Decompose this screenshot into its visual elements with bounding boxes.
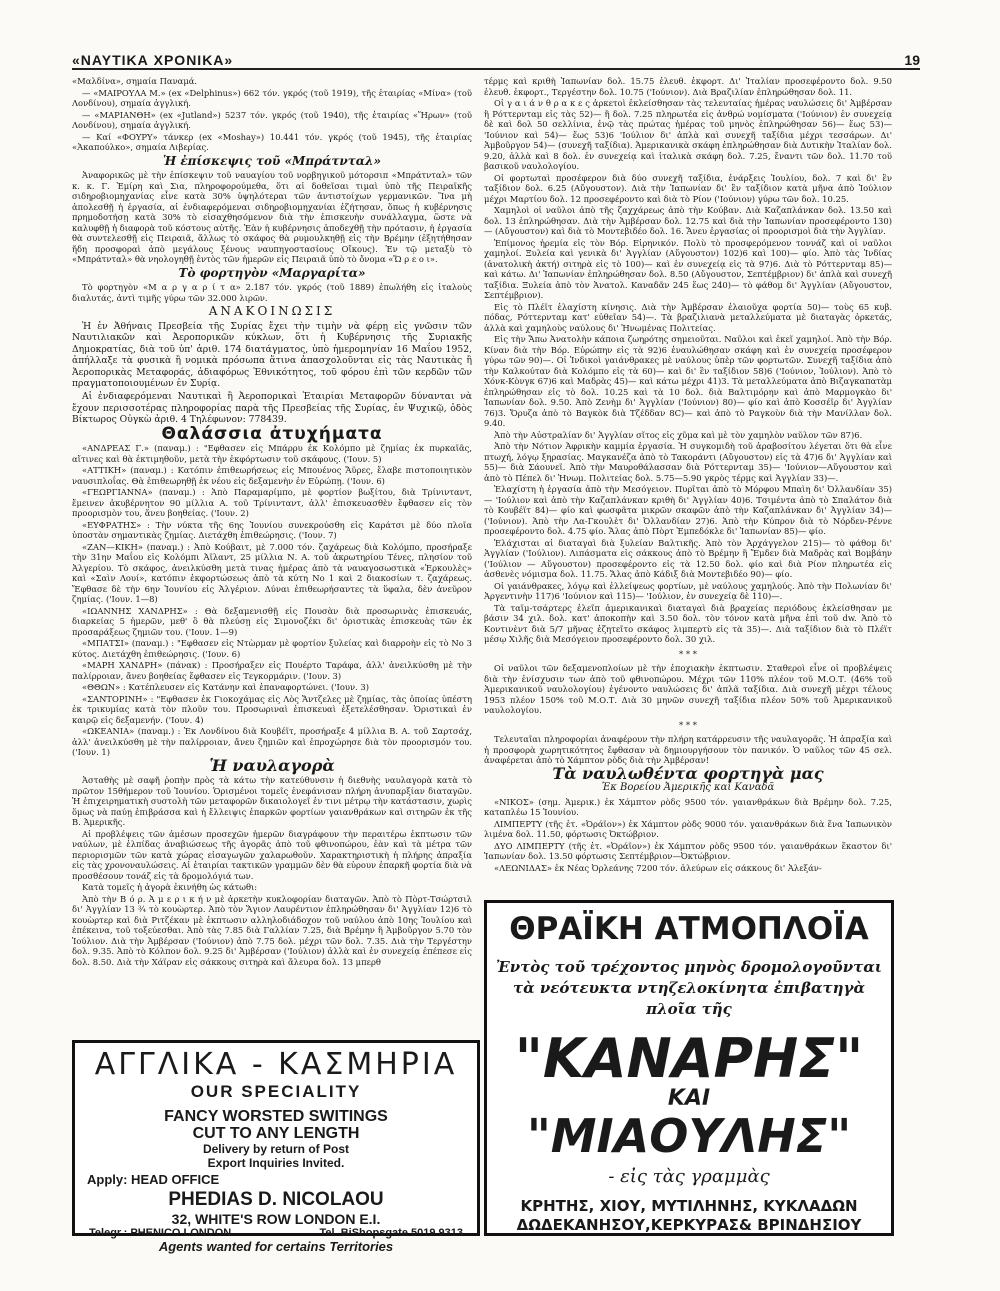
market-paragraph: τέρμς καὶ κριθὴ Ἰαπωνίαν δολ. 15.75 ἐλευθ. ἐκφορτ. Δι' Ἰταλίαν προσεφέροντο δολ. 9.50 ἐλευθ. ἐκφορτ., Τεργέστην δολ. 10.75 ('Ιούνιον). Διὰ Βραζιλίαν ἐπληρώθησαν δολ. 11. [484,76,892,97]
market-paragraph: Οἱ γ α ι ά ν θ ρ α κ ε ς ἀρκετοὶ ἐκλείσθησαν τὰς τελευταίας ἡμέρας ναυλώσεις δι' Ἀμβέρσαν ἢ Ρόττερνταμ εἰς τὰς 52)— ἢ δολ. 7.25 πληρωτέα εἰς ἀνθρώ νομίσματα ('Ιούνιον) ἐν συνεχείᾳ δὲ καὶ δολ 50 σελλίνια, ἐνῷ τὰς πρώτας ἡμέρας τοῦ μηνὸς ἐπληρώθησαν 56)— ἕως 53)— 'Ιούνιον καὶ 54)— ἕως 53)6 'Ιούλιον δι' ἁπλὰ καὶ συνεχῆ ταξίδια μέχρι τεσσάρων. Δι' Ἀμβοῦργον 54)— (συνεχῆ ταξίδια). Ἀμερικανικὰ σκάφη ἐπληρώθησαν διὰ Δυτικὴν Ἰταλίαν δολ. 9.20, ἀλλὰ καὶ 8 δολ. ἐν συνεχείᾳ καὶ ἰταλικὰ σκάφη δολ. 7.25, ἔναντι τῶν δολ. 11.70 τοῦ βασικοῦ ναυλολογίου. [484,98,892,171]
ad-announcement: Ἐντὸς τοῦ τρέχοντος μηνὸς δρομολογοῦνται τὰ νεότευκτα ντηζελοκίνητα ἐπιβατηγὰ πλοῖα τῆς [495,958,883,1018]
accident-item: «ΜΑΡΗ ΧΑΝΔΡΗ» (πάνακ) : Προσήραξεν εἰς Πουέρτο Ταράφα, ἀλλ' ἀνειλκύσθη μὲ τὴν παλίρροιαν, ἄνευ βοηθείας ἔφθασεν εἰς Τεγκορμάριν. ('Ιουν. 3) [72,660,472,681]
ad-headline: ΑΓΓΛΙΚΑ - ΚΑΣΜΗΡΙΑ [94,1047,458,1082]
ad-agents: Agents wanted for certains Territories [158,1239,394,1254]
market-paragraph: Εἰς τὴν Ἄπω Ἀνατολὴν κάποια ζωηρότης σημειοῦται. Ναῦλοι καὶ ἐκεῖ χαμηλοί. Ἀπὸ τὴν Βόρ. Κίναν διὰ τὴν Βόρ. Εὐρώπην εἰς τὰ 92)6 ἐναυλώθησαν σκάφη καὶ ἐν συνεχείᾳ προσέφερον γύρω τῶν 90)—. Οἱ Ἰνδικοὶ γαιάνθρακες μὲ ναύλους ὑπὲρ τῶν φορτωτῶν. Συνεχῆ ταξίδια ἀπὸ τὴν Καλκούταν διὰ Κολόμπο εἰς τὰ 60)— καὶ δι' ἓν ταξίδιον 58)6 ('Ιούνιον, Ἰούλιον). Ἀπὸ τὸ Χόνκ-Κὸνγκ 67)6 καὶ Μαδρὰς 45)— καὶ κάτω μέχρι 41)3. Τὰ μεταλλεύματα ἀπὸ Βιζαγκαπατὰμ ἐπληρώθησαν εἰς τὸ δολ. 10.25 καὶ τὰ 10 δολ. διὰ Βαλτιμόρην καὶ ἀπὸ Μαρμογκὰο δι' Ἰαπωνίαν δολ. 9.50. Ἀπὸ Ζενὴμ δι' Ἀγγλίαν ('Ιούνιον) 80)— φίο καὶ ἀπὸ Κοσσέϊρ δι' Ἀγγλίαν 76)3. Ὄρυζα ἀπὸ τὸ Βαγκὸκ διὰ Τζέδδαν 8C)— καὶ ἀπὸ τὸ Ραγκοὺν διὰ τὴν Μανίλλαν δολ. 9.40. [484,334,892,428]
market-paragraph: Τὰ ταϊμ-τσάρτερς ἐλεῖπ ἀμερικανικαὶ διαταγαὶ διὰ βραχείας περιόδους ἐκλείσθησαν με βάσιν 34 χιλ. δολ. κατ' ἀποκοπὴν καὶ 3.50 δολ. τὸν τόνον κατὰ μῆνα ἐπὶ τοῦ dw. Ἀπὸ τὸ Κοντινὲντ διὰ 5/7 μῆνας ἐζητεῖτο σκάφος λιμπερτὺ εἰς τὰ 35)—. Διὰ ταξίδιον διὰ τὸ Πλέϊτ μέσῳ Χιλῆς διὰ Μεσόγειον προσεφέροντο δολ. 30 χιλ. [484,602,892,644]
ad-telephone: Tel. BiShopsgate 5019 9313 [319,1227,463,1239]
market-paragraph: Ἐλαχίστη ἡ ἐργασία ἀπὸ τὴν Μεσόγειον. Πυρῖται ἀπὸ τὸ Μόρφου Μπαὶη δι' Ὀλλανδίαν 35)— 'Ιούλιον καὶ ἀπὸ τὴν Καζαπλάνκαν κριθὴ δι' Ἀγγλίαν 40)6. Τσιμέντα ἀπὸ τὸ Σπαλάτον διὰ τὸ Κουβέϊτ 84)— φίο καὶ φωσφᾶτα μικρῶν σκαφῶν ἀπὸ τὴν Καζαπλάνκαν δι' Ἀγγλίαν 34)— ('Ιούνιον). Ἀπὸ τὴν Λα-Γκουλὲτ δι' Ὀλλανδίαν 27)6. Ἀπὸ τὴν Κύπρον διὰ τὸ Νόρδεν-Ρέννε προσεφέροντο δολ. 4.75 φίο. Ἄλας ἀπὸ Πὸρτ Ἐμπεδόκλε δι' Ἰαπωνίαν 85)— φίο. [484,484,892,536]
freight-paragraph: Κατὰ τομεῖς ἡ ἀγορὰ ἐκινήθη ὡς κάτωθι: [82,882,258,893]
intro-line: — Καί «ΦΟΥΡΥ» τάνκερ (ex «Moshay») 10.441 τόν. γκρός (τοῦ 1945), τῆς ἑταιρίας «Ἀκαπούλκο», σημαία Λιβερίας. [72,131,472,152]
page-header [72,42,920,70]
intro-line: — «ΜΑΙΡΟΥΛΑ Μ.» (ex «Delphinus») 662 τόν. γκρός (τοῦ 1919), τῆς ἑταιρίας «Μίνα» (τοῦ Λονδίνου), σημαία ἀγγλική. [72,87,472,108]
latest-paragraph: Τελευταῖαι πληροφορίαι ἀναφέρουν τὴν πλήρη κατάρρευσιν τῆς ναυλαγορᾶς. Ἡ ἀπραξία καὶ ἡ προσφορὰ χωρητικότητος ἔφθασαν νὰ δημιουργήσουν τὸν πανικόν. Ὁ ναῦλος τῶν 45 σελ. ἀναφέρεται ἀπὸ τὸ Χάμπτον ρὸδς διὰ τὴν Ἀμβέρσαν! [484,734,892,765]
freight-paragraph: Αἱ προβλέψεις τῶν ἀμέσων προσεχῶν ἡμερῶν διαγράφουν τὴν περαιτέρω ἐκπτωσιν τῶν ναύλων, μὲ ἐλπίδας ἀναβιώσεως τῆς ἀγορᾶς ἀπὸ τοῦ φθινοπώρου, ἐὰν καὶ τὰ μέτρα τῶν περιορισμῶν τῶν κατὰ χώρας εἰσαγωγῶν χαλαρωθοῦν. Χαρακτηριστικὴ ἡ πλήρης ἀπραξία εἰς τὰς χρονοναυλώσεις. Αἱ ἑταιρίαι τακτικῶν γραμμῶν δὲν θὰ εὑρουν ἐπαρκῆ φορτία διὰ νὰ προσθέσουν τονάζ εἰς τὰ δρομολόγιά των. [72,828,472,881]
accident-item: «ΑΤΤΙΚΗ» (παναμ.) : Κατόπιν ἐπιθεωρήσεως εἰς Μπουένος Ἄϋρες, ἔλαβε πιστοποιητικὸν ναυσιπλοΐας. Θὰ ἐπιθεωρηθῇ ἐκ νέου εἰς δεξαμενὴν ἐν Εὐρώπῃ. ('Ιουν. 6) [72,465,472,486]
accident-item: «ΓΕΩΡΓΙΑΝΝΑ» (παναμ.) : Ἀπὸ Παραμαρίμπο, μὲ φορτίον βωξίτου, διὰ Τρίνινταντ, ἔμεινεν ἀκυβέρνητον 90 μίλλια Α. τοῦ Τρίνινταντ, ἀλλ' ἐπισκευασθὲν ἔφθασεν εἰς τὸν προορισμὸν του, ἄνευ βοηθείας. ('Ιουν. 2) [72,487,472,519]
publication-title: «ΝΑΥΤΙΚΑ ΧΡΟΝΙΚΑ» [72,52,234,68]
ship-entry: «ΛΕΩΝΙΔΑΣ» ἐκ Νέας Ὀρλεάνης 7200 τόν. ἀλεύρων εἰς σάκκους δι' Ἀλεξάν- [494,862,822,873]
section-subtitle: Ἐκ Βορείου Ἀμερικῆς καὶ Καναδᾶ [601,782,775,793]
ad-export: Export Inquiries Invited. [207,1156,345,1170]
freight-paragraph: Ἀσταθὴς μὲ σαφῆ ῥοπὴν πρὸς τὰ κάτω τὴν κατεύθυνσιν ἡ διεθνὴς ναυλαγορὰ κατὰ τὸ πρῶτον 15θήμερον τοῦ Ἰουνίου. Ὁρισμένοι τομεῖς ἐνεφάνισαν πλήρη ἀνυπαρξίαν διαταγῶν. Ἡ ἐπιχειρηματικὴ συστολὴ τῶν μεταφορῶν δικαιολογεῖ ἐν τινι μέτρῳ τὴν κατάστασιν, χωρὶς ὅμως νὰ παύῃ ἐπιβράσσα καὶ ἡ ἔλλειψις ἐπαρκῶν φορτίων γαιανθράκων καὶ σιτηρῶν ἐκ τῆς Β. Ἀμερικῆς. [72,775,472,828]
intro-line: — «ΜΑΡΙΑΝΘΗ» (ex «Jutland») 5237 τόν. γκρός (τοῦ 1940), τῆς ἑταιρίας «Ἥρων» (τοῦ Λονδίνου), σημαία ἀγγλική. [72,109,472,130]
ad-routes: ΚΡΗΤΗΣ, ΧΙΟΥ, ΜΥΤΙΛΗΝΗΣ, ΚΥΚΛΑΔΩΝ [520,1197,858,1215]
ship-entry: «ΝΙΚΟΣ» (σημ. Ἀμερικ.) ἐκ Χάμπτον ρὸδς 9500 τόν. γαιανθράκων διὰ Βρέμην δολ. 7.25, καταπλέω 15 Ἰουνίου. [484,796,892,817]
tanker-paragraph: Οἱ ναῦλοι τῶν δεξαμενοπλοίων μὲ τὴν ἐποχιακὴν ἐκπτωσιν. Σταθεροὶ εἶνε οἱ προβλέψεις διὰ τὴν ἐνίσχυσιν των ἀπὸ τοῦ φθινοπώρου. Μέχρι τῶν 110% πλέον τοῦ Μ.Ο.Τ. (46% τοῦ Ἀμερικανικοῦ ναυλολογίου) ἐγένοντο ναυλώσεις δι' ἁπλᾶ ταξίδια. Διὰ συνεχῆ μέχρι τέλους 1953 πλέον 150% τοῦ Μ.Ο.Τ. Διὰ 30 μηνῶν συνεχῆ ταξίδια πλέον 50% τοῦ Ἀμερικανικοῦ ναυλολογίου. [484,663,892,715]
ad-ship-kanaris: "ΚΑΝΑΡΗΣ" [514,1027,864,1090]
ad-telegram: Telegr.: PHENICO LONDON [89,1227,232,1239]
accident-item: «ΕΥΦΡΑΤΗΣ» : Τὴν νύκτα τῆς 6ης Ἰουνίου συνεκρούσθη εἰς Καράτσι μὲ δύο πλοῖα ὑποστὰν σημαντικὰς ζημίας. Διετάχθη ἐπιθεώρησις. ('Ιουν. 7) [72,519,472,541]
accident-item: «ΙΩΑΝΝΗΣ ΧΑΝΔΡΗΣ» : Θὰ δεξαμενισθῇ εἰς Πουσὰν διὰ προσωρινὰς ἐπισκευάς, διαρκείας 5 ἡμερῶν, μεθ' ὃ θὰ πλεύσῃ εἰς Σιμονοζέκι δι' ὁριστικὰς ἐπισκευὰς τῶν ἐκ προσαράξεως ζημιῶν του. ('Ιουν. 1—9) [72,605,472,637]
accident-item: «ΑΝΔΡΕΑΣ Γ.» (παναμ.) : "Εφθασεν εἰς Μπάρρυ ἐκ Κολόμπο μὲ ζημίας ἐκ πυρκαϊᾶς, αἴτινες καὶ θὰ ἐκτιμηθοῦν, μετὰ τὴν ἐκφόρτωσιν τοῦ σκάφους. ('Ιουν. 5) [72,443,472,464]
ad-product: FANCY WORSTED SWITINGS [164,1108,388,1125]
right-column [484,76,892,874]
ad-routes-2: ΔΩΔΕΚΑΝΗΣΟΥ,ΚΕΡΚΥΡΑΣ& ΒΡΙΝΔΗΣΙΟΥ [516,1216,862,1234]
separator-stars: * * * [679,648,697,659]
accident-item: «ΖΑΝ—ΚΙΚΗ» (παναμ.) : Ἀπὸ Κούβαιτ, μὲ 7.000 τόν. ζαχάρεως διὰ Κολόμπο, προσήραξε τὴν 31ην Μαΐου εἰς Κολόμπι Ἀϊλαντ, 25 μίλλια Ν. Α. τοῦ ἀκρωτηρίου Τένες, πλησίον τοῦ Ἀλγερίου. Τὸ σκάφος, ἀνειλκύσθη μετὰ τινας ἡμέρας ἀπὸ τὰ ναυαγοσωστικὰ «Ἑρκουλὲς» καὶ «Σαὶν Λουί», κατόπιν ἐκφορτώσεως ἀπὸ τὰ κύτη No 1 καὶ 2 διακοσίων τ. ζαχάρεως. Ἔφθασε δὲ τὴν 6ην Ἰουνίου εἰς Ἀλγέριον. Δύναι ἐπιθεωρήσαντες τὰ ὕφαλα, δὲν ἀνεῦρον ζημίας. ('Ιουν. 1—8) [72,541,472,605]
ship-entry: ΔΥΟ ΛΙΜΠΕΡΤΥ (τῆς ἑτ. «Ὀράϊον») ἐκ Χάμπτον ρὸδς 9500 τόν. γαιανθράκων ἕκαστον δι' Ἰαπωνίαν δολ. 13.50 φόρτωσις Σεπτέμβριον—Ὀκτώβριον. [484,840,892,861]
section-title-margarita: Τὸ φορτηγὸν «Μαργαρίτα» [178,265,366,280]
separator-stars: * * * [679,719,697,730]
accident-item: «ΘΘΩΝ» : Κατέπλευσεν εἰς Κατάνην καὶ ἐπαναφορτώνει. ('Ιουν. 3) [82,682,369,693]
market-paragraph: Εἰς τὸ Πλέϊτ ἐλαχίστη κίνησις. Διὰ τὴν Ἀμβέρσαν ἐλαιοῦχα φορτία 50)— τοὺς 65 κυβ. πόδας, Ρόττερνταμ κατ' εὐθεῖαν 54)—. Τὰ βραζιλιανὰ μεταλλεύματα μὲ διαταγὰς ὀρκετάς, ἀλλὰ καὶ χαμηλοὺς ναύλους δι' Ἡνωμένας Πολιτείας. [484,301,892,333]
ad-and: ΚΑΙ [667,1086,711,1111]
ad-apply: Apply: HEAD OFFICE [87,1172,220,1187]
section-title-bratntal: Ἡ ἐπίσκεψις τοῦ «Μπράτνταλ» [163,153,381,168]
market-paragraph: Ἐπίμονος ἠρεμία εἰς τὸν Βόρ. Εἰρηνικόν. Πολὺ τὸ προσφερόμενον τοννάζ καὶ οἱ ναῦλοι χαμηλοί. Ξυλεία καὶ γενικὰ δι' Ἀγγλίαν (Αὔγουστον) 102)6 καὶ 100)— φίο. Ἀπὸ τὰς Ἰνδίας (ἀνατολικὴ ἀκτή) σιτηρὰ εἰς τὸ 100)— καὶ ἐν συνεχείᾳ εἰς τὰ 97)6. Διὰ τὸ Ρόττερνταμ 85)— καὶ κάτω. Δι' Ἰαπωνίαν ἐπληρώθησαν δολ. 8.50 (Αὔγουστον, Σεπτέμβριον) δι' ἁπλὰ καὶ συνεχῆ ταξίδια. Ξυλεία ἀπὸ τὸν Ἀνατολ. Καναδᾶν 245 ἕως 240)— τὸ φάθομ δι' Ἀγγλίαν (Αὔγουστον, Σεπτέμβριον). [484,237,892,300]
page-number: 19 [904,52,920,68]
ad-lines-label: - εἰς τὰς γραμμὰς [608,1166,770,1187]
market-paragraph: Χαμηλοὶ οἱ ναῦλοι ἀπὸ τῆς ζαχχάρεως ἀπὸ τὴν Κούβαν. Διὰ Καζαπλάνκαν δολ. 13.50 καὶ δολ. 13 ἐπληρώθησαν. Διὰ τὴν Ἀμβέρσαν δολ. 12.75 καὶ διὰ τὴν Ἰαπωνίαν προσεφέροντο 130)— (Αὔγουστον) καὶ διὰ τὸ Μοντεβιδέο δολ. 16. Ἄνευ ἐργασίας οἱ προορισμοὶ διὰ τὴν Ἀγγλίαν. [484,205,892,236]
section-title-accidents: Θαλάσσια ἀτυχήματα [161,423,383,444]
ad-company: PHEDIAS D. NICOLAOU [168,1189,384,1210]
accident-item: «ΣΑΝΤΟΡΙΝΗ» : "Εφθασεν ἐκ Γιοκοχάμας εἰς Λὸς Ἄντζελες μὲ ζημίας, τὰς ὁποίας ὑπέστη ἐκ τρικυμίας κατὰ τὸν πλοῦν του. Προσωριναὶ ἐπισκευαὶ ἐξετελέσθησαν. Ὁριστικαὶ ἐν καιρῷ εἰς δεξαμενήν. ('Ιουν. 4) [72,693,472,725]
advertisement-thraki [484,900,894,1236]
freight-paragraph: Ἀπὸ τὴν Β ό ρ. Ἀ μ ε ρ ι κ ή ν μὲ ἀρκετὴν κυκλοφορίαν διαταγῶν. Ἀπὸ τὸ Πὸρτ-Τσώρτσιλ δι' Ἀγγλίαν 13 ¾ τὸ κουὼρτερ. Ἀπὸ τὸν Ἅγιον Λαυρέντιον ἐπληρώθησαν δι' Ἀγγλίαν 12)6 τὸ κουὼρτερ καὶ διὰ Ριτζέκαν μὲ ἐκπτωσιν αλληλοδιάδοχον τοῦ ναύλου ἀπὸ 10ης Ἰουλίου καὶ ἐπέκεινα, τοῦ τοξεύεσθαι. Ἀπὸ τὰς 7.85 διὰ Γαλλίαν 7.25, διὰ Βρέμην ἢ Ἀμβοῦργον 5.70 τὸν Ἰούλιον. Διὰ τὴν Ἀμβέρσαν ('Ιούνιον) ἀπὸ 7.75 δολ. μέχρι τῶν δολ. 7.35. Διὰ τὴν Τεργέστην δολ. 9.35. Ἀπὸ τὸ Κόλπον δολ. 9.25 δι' Ἀμβέρσαν ('Ιούλιον) ἀλλὰ καὶ ἐν συνεχείᾳ ἐπέπεσε εἰς δολ. 8.50. Διὰ τὴν Χάϊραν εἰς σάκκους σιτηρὰ καὶ ἄλευρα δολ. 13 μπερθ [72,893,472,967]
announcement-text-2: Αἱ ἐνδιαφερόμεναι Ναυτικαὶ ἢ Ἀεροπορικαὶ Ἑταιρίαι Μεταφορῶν δύνανται νὰ ἔχουν περισσοτέρας πληροφορίας παρὰ τῆς Πρεσβείας τῆς Συρίας, ἐν Ψυχικῷ, ὁδὸς Βίκτωρος Οὐγκὼ ἀριθ. 4 Τηλέφωνον: 778439. [72,391,472,426]
ad-speciality: OUR SPECIALITY [190,1082,362,1101]
market-paragraph: Ἐλάχισται αἱ διαταγαὶ διὰ ξυλείαν Βαλτικῆς. Ἀπὸ τὸν Ἀρχάγγελον 215)— τὸ φάθομ δι' Ἀγγλίαν ('Ιούλιον). Λιπάσματα εἰς σάκκους ἀπὸ τὸ Βρέμην ἢ Ἔμδεν διὰ Μαδρὰς καὶ Βομβάην ('Ιούλιον — Αὔγουστον) προσεφέροντο εἰς τὰ 12.50 δολ. φίο καὶ διὰ Ρίον πληρωτέα εἰς ἀσθενὲς νόμισμα δολ. 11.75. Ἄλας ἀπὸ Κάδιξ διὰ Μοντεβιδέο 90)— φίο. [484,537,892,579]
intro-line: «Μαλδίνα», σημαία Παναμά. [72,76,198,86]
accident-item: «ΜΠΑΤΣΙ» (παναμ.) : "Εφθασεν εἰς Ντὼρμαν μὲ φορτίον ξυλείας καὶ διαρροὴν εἰς τὸ Νο 3 κύτος. Διετάχθη ἐπιθεώρησις. ('Ιουν. 6) [72,638,472,659]
market-paragraph: Ἀπὸ τὴν Νότιον Ἀφρικὴν καμμία ἐργασία. Ἡ συγκομιδὴ τοῦ ἀραβοσίτου λέγεται ὅτι θὰ εἶνε πτωχή, λόγῳ ξηρασίας. Μαγκανέζα ἀπὸ τὸ Τακοράντι (Αὔγουστον) εἰς τὰ 47)6 δι' Ἀγγλίαν καὶ 55)— διὰ Σάουνεϊ. Ἀπὸ τὴν Μαυροθάλασσαν διὰ Ρόττερνταμ 35)— 'Ιούνιον—Αὔγουστον καὶ ἀπὸ τὸ Πέπελ δι' Ἡνωμ. Πολιτείας δολ. 5.75—5.90 γκρὸς τέρμς καὶ Ἀγγλίαν 33)—. [484,441,892,483]
section-title-freight-market: Ἡ ναυλαγορὰ [209,755,335,775]
section-title-chartered-ships: Τὰ ναυλωθέντα φορτηγὰ μας [552,763,824,783]
section-title-announcement: ΑΝΑΚΟΙΝΩΣΙΣ [208,304,336,318]
market-paragraph: Οἱ γαιάνθρακες, λόγῳ καὶ ἐλλείψεως φορτίων, μὲ ναύλους χαμηλούς. Ἀπὸ τὴν Πολωνίαν δι' Ἀργεντινὴν 117)6 'Ιούνιον καὶ 115)— 'Ιούλιον, ἐν συνεχείᾳ δὲ 110)—. [484,580,892,601]
left-column [72,76,472,968]
ad-company-name: ΘΡΑΪΚΗ ΑΤΜΟΠΛΟΪΑ [509,911,869,947]
accident-item: «ΩΚΕΑΝΙΑ» (παναμ.) : Ἐκ Λονδίνου διὰ Κουβέϊτ, προσήραξε 4 μίλλια Β. Α. τοῦ Σαρτσάχ, ἀλλ' ἀνειλκύσθη μὲ τὴν παλίρροιαν, ἄνευ ζημιῶν καὶ ἐπροχώρησε διὰ τὸν προορισμόν του. ('Ιουν. 1) [72,726,472,758]
announcement-text: Ἡ ἐν Ἀθήναις Πρεσβεία τῆς Συρίας ἔχει τὴν τιμὴν νὰ φέρῃ εἰς γνῶσιν τῶν Ναυτιλιακῶν καὶ Ἀεροπορικῶν κύκλων, ὅτι ἡ Κυβέρνησις τῆς Συριακῆς Δημοκρατίας, διὰ τοῦ ὑπ' ἀριθ. 174 διατάγματος, ὑπὸ ἡμερομηνίαν 16 Μαΐου 1952, ἀπήλλαξε τὰ φυσικὰ ἢ νομικὰ πρόσωπα ἅτινα ἀπασχολοῦνται εἰς τὰς Ναυτικὰς ἢ Ἀεροπορικὰς Μεταφοράς, ἀδιαφόρως Ἐθνικότητος, τοῦ φόρου ἐπὶ τῶν κερδῶν τῶν πραγματοποιουμένων ἐν Συρίᾳ. [72,320,472,390]
ad-product-2: CUT TO ANY LENGTH [192,1125,360,1142]
market-paragraph: Ἀπὸ τὴν Αὐστραλίαν δι' Ἀγγλίαν σῖτος εἰς χῦμα καὶ μὲ τὸν χαμηλὸν ναῦλον τῶν 87)6. [494,429,863,440]
market-paragraph: Οἱ φορτωταὶ προσέφερον διὰ δύο συνεχῆ ταξίδια, ἐνάρξεις Ἰουλίου, δολ. 7 καὶ δι' ἓν ταξίδιον δολ. 6.25 (Αὔγουστον). Διὰ τὴν Ἰαπωνίαν δι' ἓν ταξίδιον κατὰ μῆνα ἀπὸ Ἰούλιον μέχρι Μαρτίου δολ. 12 προσεφέροντο καὶ διὰ τὸ Ρίον ('Ιούνιον) γύρω τῶν δολ. 10.25. [484,172,892,204]
ad-address: 32, WHITE'S ROW LONDON E.I. [171,1211,381,1227]
advertisement-cashmere [72,1040,480,1254]
ship-entry: ΛΙΜΠΕΡΤΥ (τῆς ἑτ. «Ὀράϊον») ἐκ Χάμπτον ρὸδς 9000 τόν. γαιανθράκων διὰ ἕνα Ἰαπωνικὸν λιμένα δολ. 11.50, φόρτωσις Ὀκτώβριον. [484,818,892,839]
ad-contact [75,1227,477,1239]
ad-ship-miaoulis: "ΜΙΑΟΥΛΗΣ" [526,1109,852,1163]
section-text-margarita: Τὸ φορτηγὸν «Μ α ρ γ α ρ ί τ α» 2.187 τόν. γκρός (τοῦ 1889) ἐπωλήθη εἰς ἰταλοὺς διαλυτάς, ἀντὶ τιμῆς γύρω τῶν 32.000 λιρῶν. [72,282,472,303]
ad-delivery: Delivery by return of Post [202,1142,350,1156]
section-text-bratntal: Ἀναφορικῶς μὲ τὴν ἐπίσκεψιν τοῦ ναυαγίου τοῦ νορβηγικοῦ μότορσιπ «Μπράτνταλ» τῶν κ. κ. Γ. Ἐμίρη καὶ Σια, πληροφορούμεθα, ὅτι αἱ δοθεῖσαι τιμαὶ ὑπὸ τῆς Πειραϊκῆς σιδηροβιομηχανίας εἶνε κατὰ 30% ὑψηλότεραι τῶν ἀντιστοίχων γερμανικῶν. Ἵνα μὴ ἀπολεσθῇ ἡ ἐργασία, αἱ ἐνδιαφερόμεναι σιδηροβιομηχανίαι ἐζήτησαν, ὅπως ἡ κυβέρνησις πρημοδοτήσῃ κατὰ 30% τὸ εἰσαχθησόμενον διὰ τὴν ἐπισκευὴν συνάλλαγμα, ὥστε νὰ καλυφθῇ ἡ διαφορὰ τοῦ κόστους αὐτῆς. Ἐὰν ἡ κυβέρνησις ἀποδεχθῇ τὴν πρότασιν, ἡ ἐργασία θὰ συντελεσθῇ εἰς Πειραιᾶ, ἄλλως τὸ σκάφος θὰ ρυμουλκηθῇ εἰς τὴν Βρέμην (ἐξητήθησαν ἤδη προσφοραὶ ἀπὸ μεγάλους ξένους ναυπηγοστασίους Οἴκους). Ἐν τῷ μεταξὺ τὸ «Μπράτνταλ» θὰ νηολογηθῇ ἐντὸς τῶν ἡμερῶν εἰς Πειραιᾶ ὑπὸ τὸ ὄνομα «Ὥ ρ ε ο ι». [72,170,472,264]
